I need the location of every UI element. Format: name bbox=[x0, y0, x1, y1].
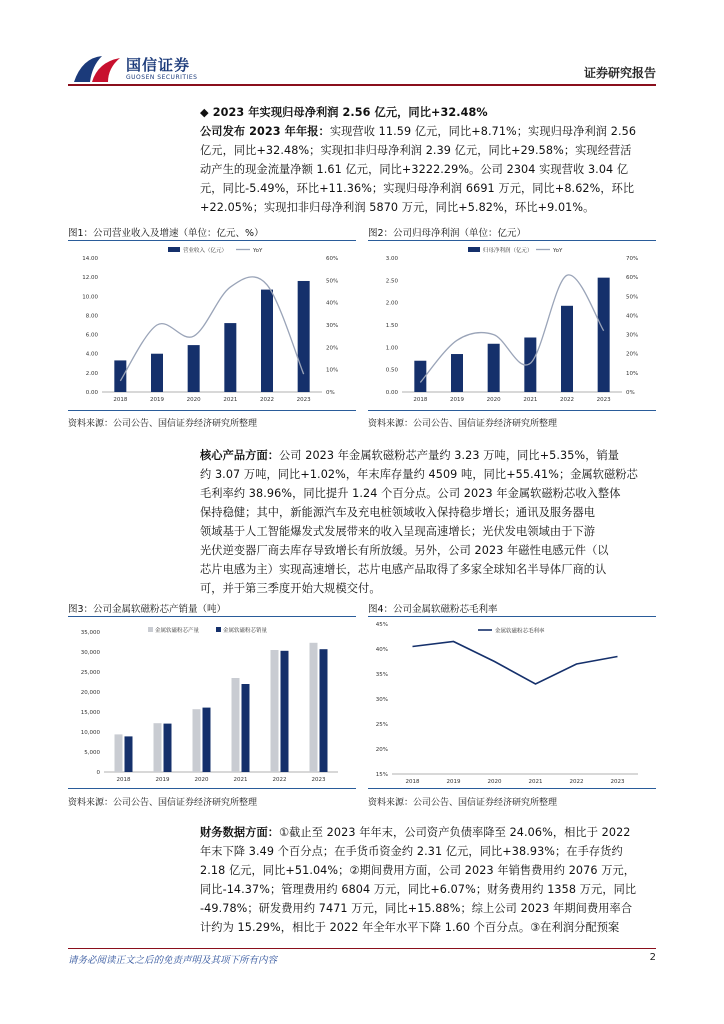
section2-line: 约 3.07 万吨，同比+1.02%，年末库存量约 4509 吨，同比+55.41%；金属软磁粉芯 bbox=[200, 468, 638, 481]
section3-line: -49.78%；研发费用约 7471 万元，同比+15.88%；综上公司 2023 年期间费用率合 bbox=[200, 902, 633, 915]
section1-heading-text: 2023 年实现归母净利润 2.56 亿元，同比+32.48% bbox=[212, 106, 488, 119]
y-tick-label: 30% bbox=[375, 697, 388, 703]
fig4-bottom-rule bbox=[368, 788, 656, 789]
bar bbox=[114, 360, 126, 392]
bar-sales bbox=[203, 708, 211, 772]
x-tick-label: 2022 bbox=[569, 779, 584, 785]
fig4-source: 资料来源：公司公告、国信证券经济研究所整理 bbox=[368, 798, 558, 808]
section2-text: 公司 2023 年金属软磁粉芯产量约 3.23 万吨，同比+5.35%，销量 bbox=[279, 449, 620, 462]
y-tick-label: 0 bbox=[96, 770, 100, 776]
section3-line: 同比-14.37%；管理费用约 6804 万元，同比+6.07%；财务费用约 1358 万元，同比 bbox=[200, 883, 637, 896]
section1-heading bbox=[200, 103, 656, 122]
y-tick-label: 1.50 bbox=[385, 323, 398, 329]
y2-tick-label: 50% bbox=[326, 278, 339, 285]
legend-label-bar: 营业收入（亿元） bbox=[183, 248, 228, 254]
fig2-bottom-rule bbox=[368, 410, 656, 411]
fig3-rule bbox=[68, 616, 356, 617]
x-tick-label: 2022 bbox=[272, 777, 287, 783]
section1-line: +22.05%；实现扣非归母净利润 5870 万元，同比+5.82%，环比+9.01%。 bbox=[200, 201, 595, 214]
fig4-title: 图4：公司金属软磁粉芯毛利率 bbox=[368, 604, 498, 615]
section1-line: 元，同比-5.49%，环比+11.36%；实现归母净利润 6691 万元，同比+8.62%，环比 bbox=[200, 182, 635, 195]
legend-swatch-bar bbox=[168, 247, 180, 252]
bar bbox=[598, 278, 610, 392]
legend-swatch-production bbox=[148, 627, 153, 632]
x-tick-label: 2019 bbox=[446, 779, 461, 785]
y2-tick-label: 0% bbox=[626, 390, 635, 396]
logo-mark-icon bbox=[72, 52, 126, 86]
section3-lead: 财务数据方面： bbox=[200, 826, 280, 839]
bar bbox=[224, 323, 236, 392]
x-tick-label: 2018 bbox=[113, 397, 128, 403]
y-tick-label: 30,000 bbox=[80, 650, 100, 656]
y2-tick-label: 20% bbox=[326, 345, 339, 352]
fig3-chart bbox=[68, 618, 356, 788]
bar-production bbox=[154, 723, 162, 772]
section2-line-0 bbox=[200, 446, 656, 465]
fig3-bottom-rule bbox=[68, 788, 356, 789]
bar-sales bbox=[242, 684, 250, 772]
x-tick-label: 2020 bbox=[186, 397, 201, 403]
footer-disclaimer: 请务必阅读正文之后的免责声明及其项下所有内容 bbox=[68, 955, 278, 966]
y2-tick-label: 60% bbox=[626, 275, 639, 282]
fig4-chart bbox=[368, 618, 656, 788]
bar bbox=[298, 281, 310, 392]
y2-tick-label: 10% bbox=[626, 370, 639, 377]
bar bbox=[261, 290, 273, 392]
y-tick-label: 2.00 bbox=[385, 300, 398, 307]
y-tick-label: 2.00 bbox=[85, 370, 98, 377]
y2-tick-label: 70% bbox=[626, 256, 639, 262]
bar-sales bbox=[125, 736, 133, 772]
x-tick-label: 2018 bbox=[405, 779, 420, 785]
y-tick-label: 0.50 bbox=[385, 367, 398, 374]
legend-label-sales: 金属软磁粉芯销量 bbox=[223, 628, 268, 634]
section1-line: 动产生的现金流量净额 1.61 亿元，同比+3222.29%。公司 2304 实现营收 3.04 亿 bbox=[200, 163, 629, 176]
x-tick-label: 2023 bbox=[296, 397, 311, 403]
fig1-chart bbox=[68, 242, 356, 410]
section3-line: 年末下降 3.49 个百分点；在手货币资金约 2.31 亿元，同比+38.93%；在手存货约 bbox=[200, 845, 623, 858]
y-tick-label: 0.00 bbox=[85, 390, 98, 396]
fig2-rule bbox=[368, 240, 656, 241]
y2-tick-label: 50% bbox=[626, 294, 639, 301]
fig1-rule bbox=[68, 240, 356, 241]
y-tick-label: 40% bbox=[375, 647, 388, 653]
fig1-source: 资料来源：公司公告、国信证券经济研究所整理 bbox=[68, 419, 258, 429]
fig1-title: 图1：公司营业收入及增速（单位：亿元、%） bbox=[68, 228, 264, 239]
section1-lead: 公司发布 2023 年年报： bbox=[200, 125, 330, 138]
y-tick-label: 10.00 bbox=[82, 294, 98, 301]
section2-line: 芯片电感为主）实现高速增长，芯片电感产品取得了多家全球知名半导体厂商的认 bbox=[200, 563, 607, 576]
y2-tick-label: 30% bbox=[326, 323, 339, 329]
bar-sales bbox=[320, 649, 328, 772]
y-tick-label: 12.00 bbox=[82, 275, 98, 282]
fig3-source: 资料来源：公司公告、国信证券经济研究所整理 bbox=[68, 798, 258, 808]
bar bbox=[151, 354, 163, 392]
bar-sales bbox=[164, 724, 172, 772]
x-tick-label: 2021 bbox=[528, 779, 543, 785]
fig2-chart bbox=[368, 242, 656, 410]
y-tick-label: 35,000 bbox=[80, 630, 100, 636]
fig1-bottom-rule bbox=[68, 410, 356, 411]
x-tick-label: 2022 bbox=[260, 397, 274, 403]
y-tick-label: 8.00 bbox=[85, 313, 98, 320]
bar bbox=[188, 345, 200, 392]
legend-label-line: 金属软磁粉芯毛利率 bbox=[495, 628, 545, 635]
section2-lead: 核心产品方面： bbox=[200, 449, 280, 462]
legend-swatch-bar bbox=[468, 247, 480, 252]
x-tick-label: 2021 bbox=[523, 397, 538, 403]
section3-text: ①截止至 2023 年年末，公司资产负债率降至 24.06%，相比于 2022 bbox=[279, 826, 631, 839]
bar-production bbox=[115, 734, 123, 772]
x-tick-label: 2022 bbox=[560, 397, 574, 403]
report-type: 证券研究报告 bbox=[583, 66, 656, 80]
fig4-rule bbox=[368, 616, 656, 617]
page-number: 2 bbox=[649, 952, 656, 963]
section2-line: 光伏逆变器厂商去库存导致增长有所放缓。另外，公司 2023 年磁性电感元件（以 bbox=[200, 544, 609, 557]
section1-line: 亿元，同比+32.48%；实现扣非归母净利润 2.39 亿元，同比+29.58%；实现经营活 bbox=[200, 144, 632, 157]
fig3-title: 图3：公司金属软磁粉芯产销量（吨） bbox=[68, 604, 227, 615]
y-tick-label: 20% bbox=[375, 747, 388, 753]
section2-line: 可，并于第三季度开始大规模交付。 bbox=[200, 582, 381, 595]
legend-label-line: YoY bbox=[553, 248, 563, 254]
x-tick-label: 2019 bbox=[150, 397, 164, 403]
legend-label-production: 金属软磁粉芯产量 bbox=[155, 628, 200, 634]
yoy-line bbox=[420, 275, 603, 383]
bar-production bbox=[193, 709, 201, 772]
bar bbox=[451, 354, 463, 392]
x-tick-label: 2019 bbox=[450, 397, 464, 403]
y-tick-label: 1.00 bbox=[385, 345, 398, 352]
bar bbox=[488, 344, 500, 392]
logo bbox=[72, 52, 212, 88]
section1-text: 实现营收 11.59 亿元，同比+8.71%；实现归母净利润 2.56 bbox=[329, 125, 637, 138]
section2 bbox=[200, 446, 656, 598]
bar-production bbox=[310, 643, 318, 772]
legend-label-bar: 归母净利润（亿元） bbox=[483, 248, 533, 254]
y2-tick-label: 30% bbox=[626, 332, 639, 339]
x-tick-label: 2023 bbox=[596, 397, 611, 403]
fig2-title: 图2：公司归母净利润（单位：亿元） bbox=[368, 228, 527, 239]
y-tick-label: 4.00 bbox=[85, 351, 98, 358]
section1-line-0 bbox=[200, 122, 656, 141]
section2-line: 毛利率约 38.96%，同比提升 1.24 个百分点。公司 2023 年金属软磁粉芯收入整体 bbox=[200, 487, 621, 500]
y-tick-label: 25,000 bbox=[80, 670, 100, 676]
x-tick-label: 2021 bbox=[233, 777, 248, 783]
y-tick-label: 15,000 bbox=[80, 710, 100, 716]
y-tick-label: 10,000 bbox=[80, 730, 100, 736]
section2-line: 保持稳健；其中，新能源汽车及充电桩领域收入保持稳步增长；通讯及服务器电 bbox=[200, 506, 596, 519]
bar bbox=[561, 306, 573, 392]
section3-line: 2.18 亿元，同比+51.04%；②期间费用方面，公司 2023 年销售费用约 2076 万元， bbox=[200, 864, 636, 877]
x-tick-label: 2023 bbox=[610, 779, 625, 785]
y-tick-label: 14.00 bbox=[82, 256, 98, 262]
y-tick-label: 6.00 bbox=[85, 332, 98, 339]
y-tick-label: 5,000 bbox=[84, 750, 100, 756]
y2-tick-label: 40% bbox=[326, 300, 339, 307]
x-tick-label: 2023 bbox=[311, 777, 326, 783]
footer-rule bbox=[68, 948, 656, 949]
x-tick-label: 2018 bbox=[413, 397, 428, 403]
bar-production bbox=[271, 650, 279, 772]
y-tick-label: 25% bbox=[375, 722, 388, 728]
y-tick-label: 35% bbox=[375, 672, 388, 678]
logo-en: GUOSEN SECURITIES bbox=[126, 74, 198, 81]
fig2-source: 资料来源：公司公告、国信证券经济研究所整理 bbox=[368, 419, 558, 429]
y-tick-label: 45% bbox=[375, 622, 388, 628]
bar-production bbox=[232, 678, 240, 772]
yoy-line bbox=[120, 277, 303, 381]
y2-tick-label: 20% bbox=[626, 351, 639, 358]
legend-label-line: YoY bbox=[253, 248, 263, 254]
section1 bbox=[200, 103, 656, 217]
y-tick-label: 0.00 bbox=[385, 390, 398, 396]
y2-tick-label: 0% bbox=[326, 390, 335, 396]
header-rule bbox=[68, 84, 656, 86]
y-tick-label: 3.00 bbox=[385, 256, 398, 262]
section3-line: 计约为 15.29%，相比于 2022 年全年水平下降 1.60 个百分点。③在利润分配预案 bbox=[200, 921, 620, 934]
logo-cn: 国信证券 bbox=[126, 56, 191, 74]
bar-sales bbox=[281, 651, 289, 772]
margin-line bbox=[413, 642, 618, 685]
x-tick-label: 2020 bbox=[487, 779, 502, 785]
x-tick-label: 2021 bbox=[223, 397, 238, 403]
legend-swatch-sales bbox=[216, 627, 221, 632]
section2-line: 领域基于人工智能爆发式发展带来的收入呈现高速增长；光伏发电领域由于下游 bbox=[200, 525, 596, 538]
y2-tick-label: 60% bbox=[326, 256, 339, 262]
bullet-icon: ◆ bbox=[200, 106, 209, 119]
y-tick-label: 2.50 bbox=[385, 278, 398, 285]
y-tick-label: 20,000 bbox=[80, 690, 100, 696]
section3 bbox=[200, 823, 656, 937]
y2-tick-label: 40% bbox=[626, 313, 639, 320]
section3-line-0 bbox=[200, 823, 656, 842]
x-tick-label: 2020 bbox=[486, 397, 501, 403]
x-tick-label: 2020 bbox=[194, 777, 209, 783]
y2-tick-label: 10% bbox=[326, 367, 339, 374]
x-tick-label: 2019 bbox=[155, 777, 170, 783]
x-tick-label: 2018 bbox=[116, 777, 131, 783]
y-tick-label: 15% bbox=[375, 772, 388, 778]
